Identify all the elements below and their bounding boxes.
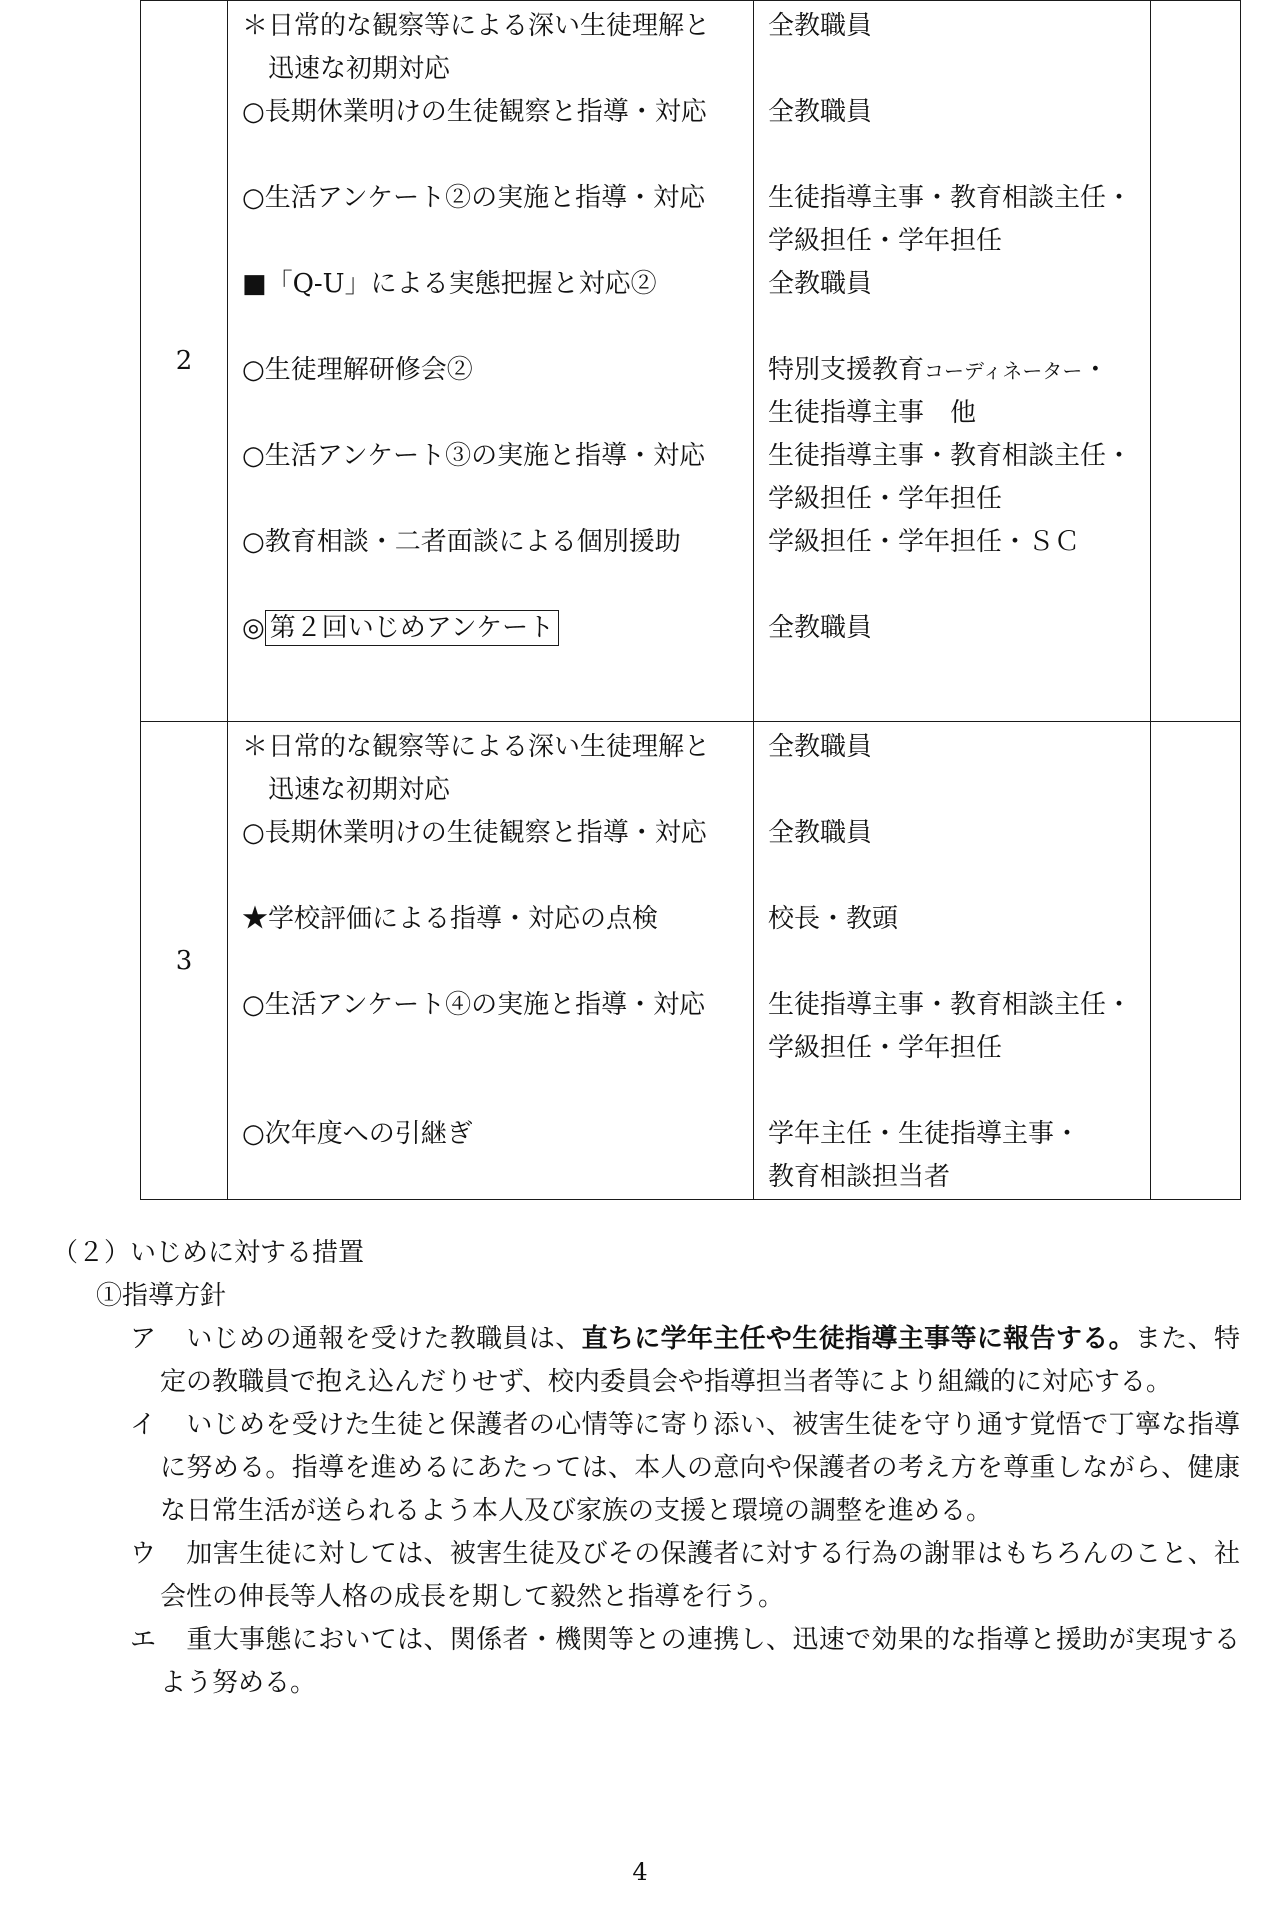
activity-text: 次年度への引継ぎ xyxy=(264,1119,473,1149)
activity-text: 「Q‐U」による実態把握と対応② xyxy=(266,269,657,299)
responsible-line: 校長・教頭 xyxy=(768,904,899,934)
responsible-line xyxy=(768,564,1142,607)
table-row xyxy=(141,722,1241,1200)
activities-cell xyxy=(228,722,754,1200)
plan-table xyxy=(140,0,1241,1200)
activity-text: 日常的な観察等による深い生徒理解と xyxy=(268,11,711,41)
responsible-line: 生徒指導主事・教育相談主任・ xyxy=(768,990,1133,1020)
activity-line xyxy=(242,48,745,91)
line-spacer xyxy=(242,1027,745,1070)
responsible-line xyxy=(768,941,1142,984)
line-spacer xyxy=(242,306,745,349)
responsible-line: 全教職員 xyxy=(768,613,873,643)
section-title: （２）いじめに対する措置 xyxy=(52,1238,365,1268)
policy-item-text: いじめの通報を受けた教職員は、 xyxy=(160,1324,582,1354)
activity-mark: ○ xyxy=(242,1119,265,1149)
policy-item-text: 加害生徒に対しては、被害生徒及びその保護者に対する行為の謝罪はもちろんのこと、社会性の伸長等人格の成長を期して毅然と指導を行う。 xyxy=(160,1539,1240,1612)
responsible-line: 全教職員 xyxy=(768,818,873,848)
responsible-cell xyxy=(754,722,1151,1200)
notes-cell xyxy=(1151,1,1241,722)
line-spacer xyxy=(242,1156,745,1199)
line-spacer xyxy=(242,941,745,984)
activity-mark: ■ xyxy=(242,269,267,299)
activity-mark: ＊ xyxy=(242,732,269,762)
responsible-line xyxy=(768,1070,1142,1113)
responsible-line: 生徒指導主事・教育相談主任・ xyxy=(768,441,1133,471)
responsible-line: 特別支援教育コーディネーター・ xyxy=(768,355,1109,385)
section-subtitle: ①指導方針 xyxy=(96,1281,227,1311)
activity-text: 日常的な観察等による深い生徒理解と xyxy=(268,732,711,762)
activity-line xyxy=(242,984,745,1027)
activity-line xyxy=(242,812,745,855)
line-spacer xyxy=(242,1070,745,1113)
responsible-line: 学級担任・学年担任 xyxy=(768,484,1003,514)
responsible-line: 生徒指導主事・教育相談主任・ xyxy=(768,183,1133,213)
activity-line xyxy=(242,1113,745,1156)
activity-text: 教育相談・二者面談による個別援助 xyxy=(264,527,681,557)
activity-text: 生徒理解研修会② xyxy=(264,355,473,385)
activity-line xyxy=(242,435,745,478)
activity-line xyxy=(242,263,745,306)
policy-item-mark: イ xyxy=(130,1410,157,1440)
line-spacer xyxy=(242,134,745,177)
activity-mark: ＊ xyxy=(242,11,269,41)
activity-text: 生活アンケート③の実施と指導・対応 xyxy=(264,441,706,471)
activity-line xyxy=(242,607,745,650)
activity-mark: ○ xyxy=(242,355,265,385)
line-spacer xyxy=(242,220,745,263)
activities-cell xyxy=(228,1,754,722)
responsible-line: 学年主任・生徒指導主事・ xyxy=(768,1119,1081,1149)
policy-list xyxy=(130,1318,1240,1705)
responsible-line xyxy=(768,306,1142,349)
activity-line xyxy=(242,898,745,941)
notes-cell xyxy=(1151,722,1241,1200)
activity-mark: ○ xyxy=(242,441,265,471)
policy-item xyxy=(130,1318,1240,1404)
activity-mark: ○ xyxy=(242,97,265,127)
responsible-line: 全教職員 xyxy=(768,732,873,762)
boxed-activity-text: 第２回いじめアンケート xyxy=(265,610,559,646)
activity-line xyxy=(242,521,745,564)
activity-text: 長期休業明けの生徒観察と指導・対応 xyxy=(264,818,707,848)
responsible-line: 全教職員 xyxy=(768,269,873,299)
month-cell: 3 xyxy=(141,722,228,1200)
policy-item-mark: エ xyxy=(130,1625,157,1655)
activity-text: 迅速な初期対応 xyxy=(268,775,451,805)
activity-mark: ○ xyxy=(242,527,265,557)
line-spacer xyxy=(242,855,745,898)
policy-item-text: いじめを受けた生徒と保護者の心情等に寄り添い、被害生徒を守り通す覚悟で丁寧な指導に努める。指導を進めるにあたっては、本人の意向や保護者の考え方を尊重しながら、健康な日常生活が送られるよう本人及び家族の支援と環境の調整を進める。 xyxy=(160,1410,1240,1526)
policy-item xyxy=(130,1533,1240,1619)
responsible-line: 学級担任・学年担任 xyxy=(768,1033,1003,1063)
line-spacer xyxy=(242,392,745,435)
responsible-line: 全教職員 xyxy=(768,11,873,41)
activity-line xyxy=(242,177,745,220)
activity-line xyxy=(242,349,745,392)
responsible-line: 生徒指導主事 他 xyxy=(768,398,977,428)
policy-item-text-rest: また、特定の教職員で抱え込んだりせず、校内委員会や指導担当者等により組織的に対応する。 xyxy=(160,1324,1240,1397)
activity-mark: ○ xyxy=(242,818,265,848)
policy-item-emphasis: 直ちに学年主任や生徒指導主事等に報告する。 xyxy=(581,1324,1135,1354)
activity-text: 生活アンケート②の実施と指導・対応 xyxy=(264,183,706,213)
activity-mark: ○ xyxy=(242,990,265,1020)
responsible-line: 学級担任・学年担任 xyxy=(768,226,1003,256)
activity-line xyxy=(242,769,745,812)
activity-text: 長期休業明けの生徒観察と指導・対応 xyxy=(264,97,707,127)
page-number: 4 xyxy=(632,1858,648,1886)
activity-mark: ○ xyxy=(242,183,265,213)
policy-item-text: 重大事態においては、関係者・機関等との連携し、迅速で効果的な指導と援助が実現するよう努める。 xyxy=(160,1625,1240,1698)
policy-item xyxy=(130,1404,1240,1533)
line-spacer xyxy=(242,478,745,521)
responsible-line xyxy=(768,134,1142,177)
responsible-line: 教育相談担当者 xyxy=(768,1162,951,1192)
activity-line xyxy=(242,726,745,769)
activity-text: 迅速な初期対応 xyxy=(268,54,451,84)
responsible-line xyxy=(768,769,1142,812)
responsible-line: 全教職員 xyxy=(768,97,873,127)
activity-mark: ◎ xyxy=(242,613,265,643)
activity-line xyxy=(242,5,745,48)
responsible-line: 学級担任・学年担任・ＳＣ xyxy=(768,527,1081,557)
line-spacer xyxy=(242,564,745,607)
activity-line xyxy=(242,91,745,134)
table-row xyxy=(141,1,1241,722)
activity-text: 学校評価による指導・対応の点検 xyxy=(268,904,659,934)
activity-mark: ★ xyxy=(242,904,269,934)
policy-item-mark: ウ xyxy=(130,1539,157,1569)
activity-text: 生活アンケート④の実施と指導・対応 xyxy=(264,990,706,1020)
policy-item-mark: ア xyxy=(130,1324,157,1354)
policy-item xyxy=(130,1619,1240,1705)
plan-table-body xyxy=(141,1,1241,1200)
responsible-line xyxy=(768,48,1142,91)
responsible-cell xyxy=(754,1,1151,722)
responsible-line xyxy=(768,855,1142,898)
month-cell: 2 xyxy=(141,1,228,722)
